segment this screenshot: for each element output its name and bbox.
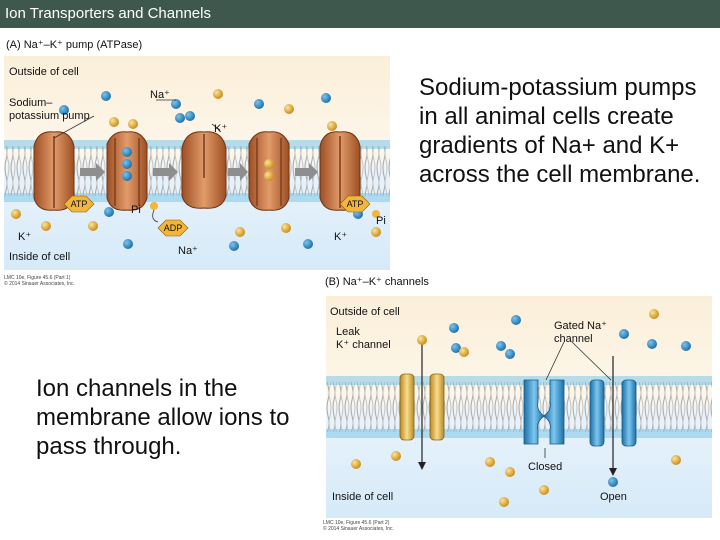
membrane-heads-bottom — [326, 429, 712, 438]
pump-label-line-2: potassium pump — [9, 110, 90, 122]
potassium-label-top: K⁺ — [214, 123, 228, 135]
adp-label: ADP — [163, 223, 183, 233]
inside-of-cell-label: Inside of cell — [332, 491, 394, 503]
pump-caption: Sodium-potassium pumps in all animal cells create gradients of Na+ and K+ across the cell membrane. — [419, 74, 701, 188]
na-k-channels-figure — [326, 296, 712, 518]
membrane-heads-top — [326, 376, 712, 385]
phosphate-ion — [150, 202, 158, 210]
atp-label: ATP — [346, 199, 364, 209]
na-k-pump-figure — [4, 56, 390, 270]
sodium-ions-inside — [608, 477, 618, 487]
sodium-potassium-pump — [34, 132, 74, 210]
panel-a-label: (A) Na⁺–K⁺ pump (ATPase) — [6, 39, 143, 51]
outside-of-cell-label: Outside of cell — [330, 306, 400, 318]
open-label: Open — [600, 491, 627, 503]
panel-b-label: (B) Na⁺–K⁺ channels — [325, 276, 429, 288]
figure-a-credit: LMC 10e, Figure 45.6 (Part 1) © 2014 Sinauer Associates, Inc. — [4, 275, 75, 287]
outside-of-cell-label: Outside of cell — [9, 66, 79, 78]
sodium-ions-bound — [122, 147, 132, 181]
phosphate-label: Pi — [376, 215, 386, 227]
sodium-label-top: Na⁺ — [150, 89, 170, 101]
channel-caption: Ion channels in the membrane allow ions to pass through. — [36, 375, 290, 460]
leak-channel-label-line-1: Leak — [336, 326, 360, 338]
gated-channel-label-line-1: Gated Na⁺ — [554, 320, 607, 332]
gated-channel-label-line-2: channel — [554, 333, 593, 345]
leak-channel-label-line-2: K⁺ channel — [336, 339, 391, 351]
sodium-label-bottom: Na⁺ — [178, 245, 198, 257]
closed-label: Closed — [528, 461, 563, 473]
phosphate-label: Pi — [131, 204, 141, 216]
sodium-potassium-pump — [182, 132, 226, 208]
potassium-label-bottom: K⁺ — [334, 231, 348, 243]
pump-label-line-1: Sodium– — [9, 97, 53, 109]
inside-of-cell-label: Inside of cell — [9, 251, 71, 263]
potassium-label-bottom: K⁺ — [18, 231, 32, 243]
slide-title: Ion Transporters and Channels — [0, 0, 720, 28]
figure-b-credit: LMC 10e, Figure 45.6 (Part 2) © 2014 Sinauer Associates, Inc. — [323, 520, 394, 532]
atp-label: ATP — [70, 199, 88, 209]
